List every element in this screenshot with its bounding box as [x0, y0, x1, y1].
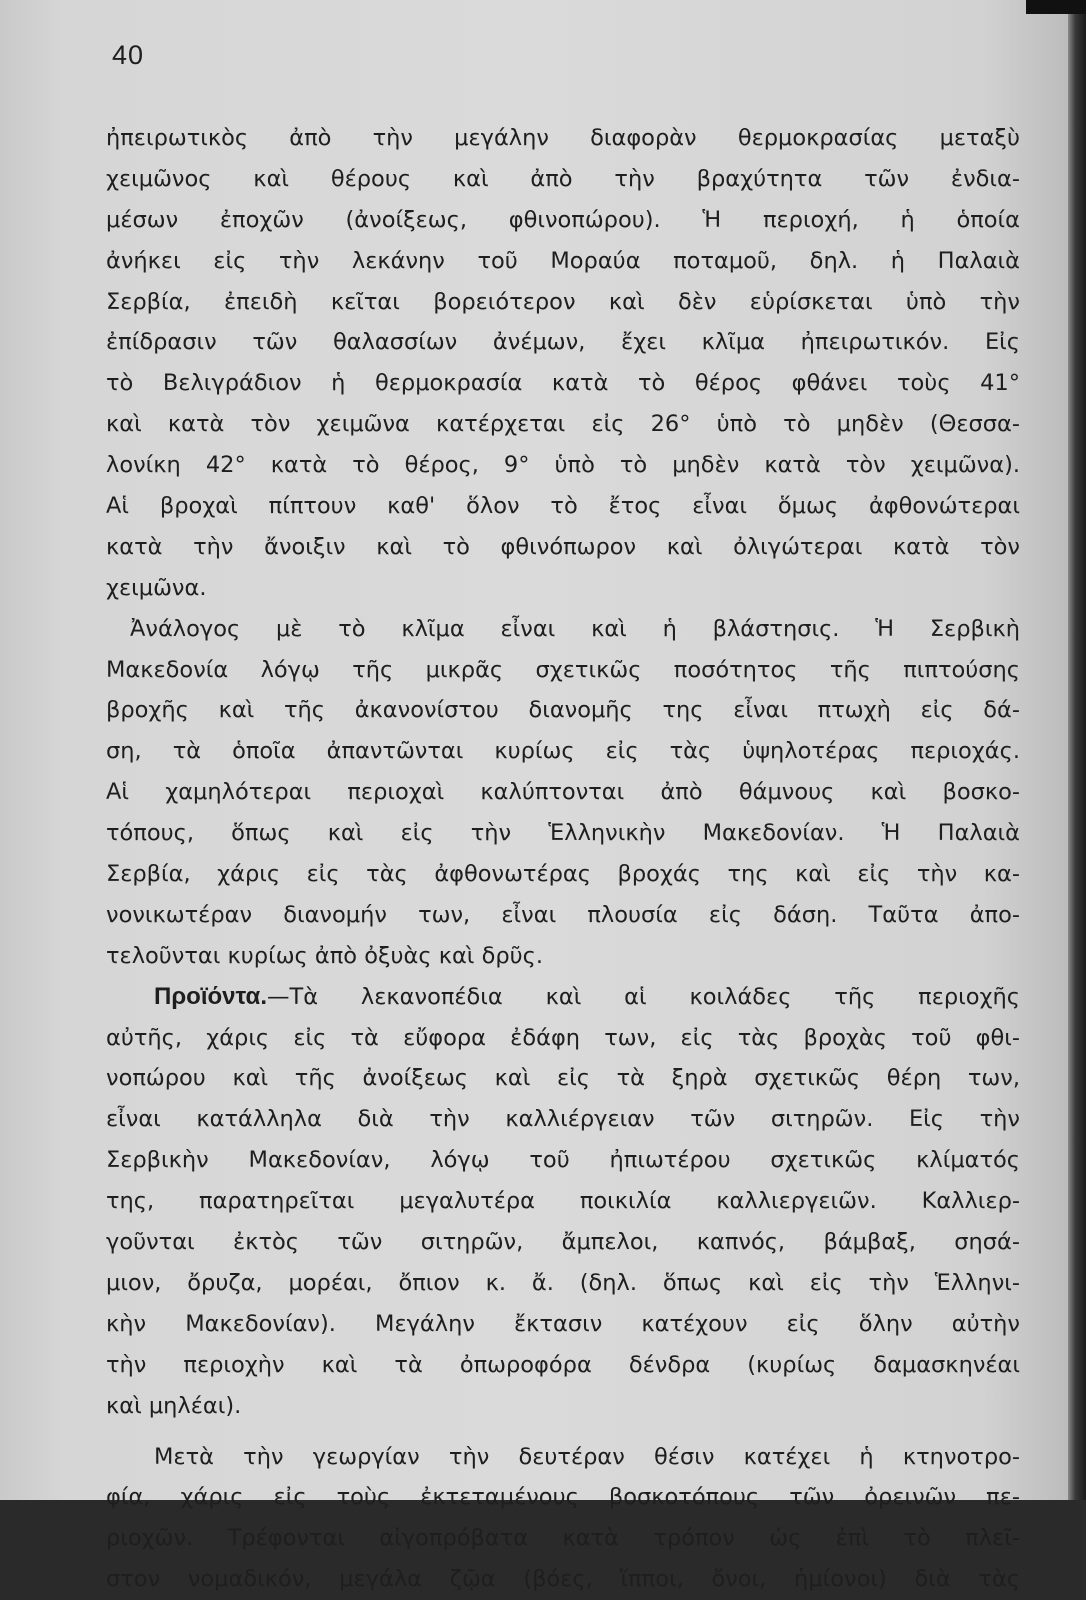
text-line: βροχῆς καὶ τῆς ἀκανονίστου διανομῆς της εἶναι πτωχὴ εἰς δά-: [106, 690, 1020, 731]
text-line: ἀνήκει εἰς τὴν λεκάνην τοῦ Μοραύα ποταμοῦ, δηλ. ἡ Παλαιὰ: [106, 241, 1020, 282]
paragraph-products: [106, 977, 1020, 1427]
text-line: γοῦνται ἐκτὸς τῶν σιτηρῶν, ἄμπελοι, καπνός, βάμβαξ, σησά-: [106, 1222, 1020, 1263]
text-line: Αἱ χαμηλότεραι περιοχαὶ καλύπτονται ἀπὸ θάμνους καὶ βοσκο-: [106, 772, 1020, 813]
text-line: τόπους, ὅπως καὶ εἰς τὴν Ἑλληνικὴν Μακεδονίαν. Ἡ Παλαιὰ: [106, 813, 1020, 854]
text-line: Μετὰ τὴν γεωργίαν τὴν δευτέραν θέσιν κατέχει ἡ κτηνοτρο-: [106, 1437, 1020, 1478]
paragraph-gap: [106, 1427, 1020, 1437]
text-line: κατὰ τὴν ἄνοιξιν καὶ τὸ φθινόπωρον καὶ ὀλιγώτεραι κατὰ τὸν: [106, 527, 1020, 568]
paragraph-vegetation: [106, 609, 1020, 977]
paragraph-climate: [106, 118, 1020, 609]
text-line: καὶ μηλέαι).: [106, 1386, 1020, 1427]
text-line: τὴν περιοχὴν καὶ τὰ ὀπωροφόρα δένδρα (κυρίως δαμασκηνέαι: [106, 1345, 1020, 1386]
body-text: [106, 118, 1020, 1600]
text-line: μιον, ὄρυζα, μορέαι, ὄπιον κ. ἄ. (δηλ. ὅπως καὶ εἰς τὴν Ἑλληνι-: [106, 1263, 1020, 1304]
text-line: Ἀνάλογος μὲ τὸ κλῖμα εἶναι καὶ ἡ βλάστησις. Ἡ Σερβικὴ: [106, 609, 1020, 650]
page-number: 40: [112, 40, 144, 71]
page-edge-shadow: [1068, 0, 1086, 1500]
text-line: στον νομαδικόν, μεγάλα ζῷα (βόες, ἵπποι, ὄνοι, ἡμίονοι) διὰ τὰς: [106, 1559, 1020, 1600]
text-line: νονικωτέραν διανομήν των, εἶναι πλουσία εἰς δάση. Ταῦτα ἀπο-: [106, 895, 1020, 936]
text-line: αὐτῆς, χάρις εἰς τὰ εὔφορα ἐδάφη των, εἰς τὰς βροχὰς τοῦ φθι-: [106, 1018, 1020, 1059]
text-line: ἠπειρωτικὸς ἀπὸ τὴν μεγάλην διαφορὰν θερμοκρασίας μεταξὺ: [106, 118, 1020, 159]
paragraph-livestock: [106, 1437, 1020, 1600]
text-line: χειμῶνος καὶ θέρους καὶ ἀπὸ τὴν βραχύτητα τῶν ἐνδια-: [106, 159, 1020, 200]
text-line: χειμῶνα.: [106, 568, 1020, 609]
scan-border: [1026, 0, 1086, 14]
text-line: ἐπίδρασιν τῶν θαλασσίων ἀνέμων, ἔχει κλῖμα ἠπειρωτικόν. Εἰς: [106, 322, 1020, 363]
text-line: λονίκη 42° κατὰ τὸ θέρος, 9° ὑπὸ τὸ μηδὲν κατὰ τὸν χειμῶνα).: [106, 445, 1020, 486]
text-line: τελοῦνται κυρίως ἀπὸ ὀξυὰς καὶ δρῦς.: [106, 936, 1020, 977]
text-line: Σερβία, ἐπειδὴ κεῖται βορειότερον καὶ δὲν εὑρίσκεται ὑπὸ τὴν: [106, 282, 1020, 323]
text-line: [106, 977, 1020, 1018]
section-heading: Προϊόντα.: [154, 983, 267, 1010]
text-line: ση, τὰ ὁποῖα ἀπαντῶνται κυρίως εἰς τὰς ὑψηλοτέρας περιοχάς.: [106, 731, 1020, 772]
text-line: Αἱ βροχαὶ πίπτουν καθ' ὅλον τὸ ἔτος εἶναι ὅμως ἀφθονώτεραι: [106, 486, 1020, 527]
text-line: Μακεδονία λόγῳ τῆς μικρᾶς σχετικῶς ποσότητος τῆς πιπτούσης: [106, 650, 1020, 691]
text-line: νοπώρου καὶ τῆς ἀνοίξεως καὶ εἰς τὰ ξηρὰ σχετικῶς θέρη των,: [106, 1058, 1020, 1099]
text-line: φία, χάρις εἰς τοὺς ἐκτεταμένους βοσκοτόπους τῶν ὀρεινῶν πε-: [106, 1477, 1020, 1518]
text-line: εἶναι κατάλληλα διὰ τὴν καλλιέργειαν τῶν σιτηρῶν. Εἰς τὴν: [106, 1099, 1020, 1140]
text-line: της, παρατηρεῖται μεγαλυτέρα ποικιλία καλλιεργειῶν. Καλλιερ-: [106, 1181, 1020, 1222]
text-line: μέσων ἐποχῶν (ἀνοίξεως, φθινοπώρου). Ἡ περιοχή, ἡ ὁποία: [106, 200, 1020, 241]
text-line: κὴν Μακεδονίαν). Μεγάλην ἔκτασιν κατέχουν εἰς ὅλην αὐτὴν: [106, 1304, 1020, 1345]
text-line: Σερβία, χάρις εἰς τὰς ἀφθονωτέρας βροχάς της καὶ εἰς τὴν κα-: [106, 854, 1020, 895]
heading-line-rest: —Τὰ λεκανοπέδια καὶ αἱ κοιλάδες τῆς περιοχῆς: [267, 984, 1020, 1010]
text-line: Σερβικὴν Μακεδονίαν, λόγῳ τοῦ ἠπιωτέρου σχετικῶς κλίματός: [106, 1140, 1020, 1181]
text-line: καὶ κατὰ τὸν χειμῶνα κατέρχεται εἰς 26° ὑπὸ τὸ μηδὲν (Θεσσα-: [106, 404, 1020, 445]
text-line: ριοχῶν. Τρέφονται αἰγοπρόβατα κατὰ τρόπον ὡς ἐπὶ τὸ πλεῖ-: [106, 1518, 1020, 1559]
text-line: τὸ Βελιγράδιον ἡ θερμοκρασία κατὰ τὸ θέρος φθάνει τοὺς 41°: [106, 363, 1020, 404]
